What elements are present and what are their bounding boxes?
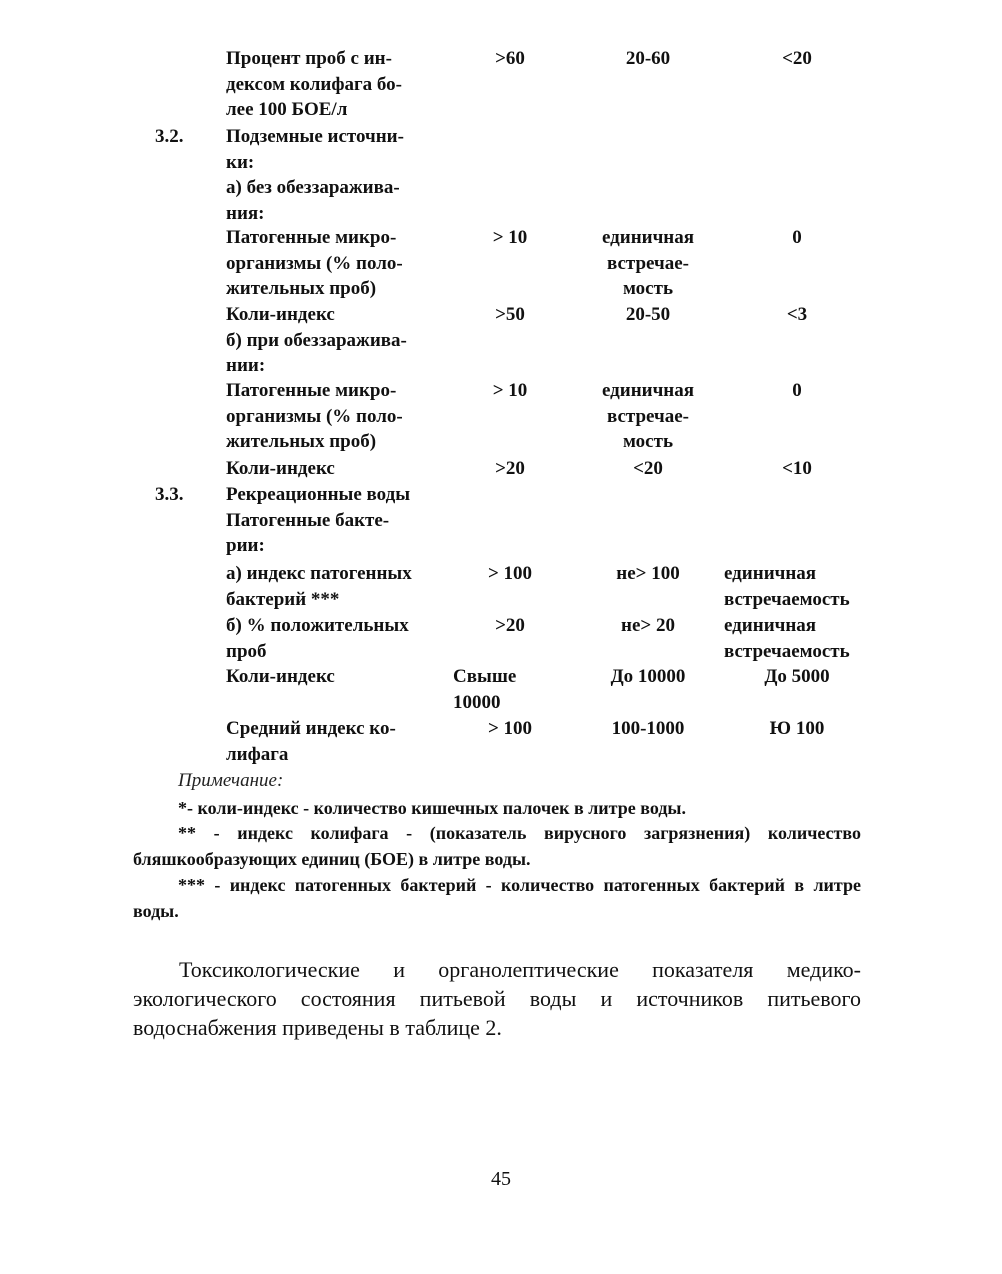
parameter-cell: б) при обеззаражива- (226, 329, 407, 351)
parameter-cell: проб (226, 640, 267, 662)
value-cell-poor: > 100 (487, 563, 533, 584)
parameter-cell: ния: (226, 202, 265, 224)
value-cell-poor: >60 (495, 48, 525, 69)
parameter-cell: Процент проб с ин- (226, 48, 392, 69)
parameter-cell: лее 100 БОЕ/л (226, 99, 348, 120)
value-cell-good: Ю 100 (769, 718, 825, 739)
note-title: Примечание: (178, 770, 284, 791)
parameter-cell: Рекреационные воды (226, 484, 411, 505)
value-cell-moderate: 100-1000 (611, 718, 685, 739)
value-cell-poor: >20 (495, 615, 525, 636)
value-cell-moderate: не> 20 (621, 615, 675, 636)
value-cell-moderate: единичная (601, 380, 695, 401)
parameter-cell: организмы (% поло- (226, 405, 403, 427)
parameter-cell: Патогенные бакте- (226, 509, 390, 531)
parameter-cell: Патогенные микро- (226, 380, 397, 401)
parameter-cell: лифага (226, 743, 289, 765)
parameter-cell: Коли-индекс (226, 458, 335, 479)
value-cell-good: единичная (724, 563, 817, 584)
value-cell-moderate: не> 100 (616, 563, 680, 584)
parameter-cell: жительных проб) (226, 278, 377, 299)
parameter-cell: Патогенные микро- (226, 227, 397, 248)
value-cell-good: <20 (782, 48, 812, 69)
value-cell-good: встречаемость (724, 640, 850, 662)
value-cell-poor: >20 (495, 458, 525, 479)
value-cell-good: <10 (782, 458, 812, 479)
value-cell-good: До 5000 (764, 666, 830, 687)
parameter-cell: Коли-индекс (226, 304, 335, 325)
value-cell-good: 0 (792, 227, 802, 248)
parameter-cell: а) индекс патогенных (226, 563, 412, 584)
parameter-cell: рии: (226, 535, 265, 556)
parameter-cell: бактерий *** (226, 588, 340, 610)
value-cell-moderate: встречае- (607, 405, 689, 427)
parameter-cell: организмы (% поло- (226, 252, 403, 274)
parameter-cell: Средний индекс ко- (226, 718, 396, 739)
value-cell-moderate: встречае- (607, 252, 689, 274)
value-cell-poor: > 100 (487, 718, 533, 739)
value-cell-moderate: мость (622, 431, 673, 452)
section-number: 3.2. (155, 126, 184, 147)
parameter-cell: нии: (226, 355, 266, 376)
value-cell-poor: >50 (495, 304, 525, 325)
note-2: ** - индекс колифага - (показатель вирусного загрязнения) количество бляшкообразующих единиц (БОЕ) в литре воды. (133, 823, 861, 869)
parameter-cell: Подземные источни- (226, 126, 404, 147)
value-cell-good: встречаемость (724, 588, 850, 610)
value-cell-moderate: До 10000 (610, 666, 686, 687)
value-cell-poor: > 10 (492, 227, 528, 248)
value-cell-moderate: мость (622, 278, 673, 299)
value-cell-poor: Свыше (453, 666, 517, 687)
parameter-cell: дексом колифага бо- (226, 73, 402, 95)
value-cell-good: <3 (786, 304, 808, 325)
parameter-cell: Коли-индекс (226, 666, 335, 687)
value-cell-poor: > 10 (492, 380, 528, 401)
value-cell-good: 0 (792, 380, 802, 401)
section-number: 3.3. (155, 484, 184, 505)
page-number: 45 (491, 1168, 511, 1190)
value-cell-poor: 10000 (453, 691, 501, 713)
parameter-cell: а) без обеззаражива- (226, 177, 400, 198)
value-cell-good: единичная (724, 615, 817, 636)
parameter-cell: б) % положительных (226, 615, 409, 636)
value-cell-moderate: единичная (601, 227, 695, 248)
value-cell-moderate: 20-50 (625, 304, 671, 325)
value-cell-moderate: <20 (633, 458, 663, 479)
note-3: *** - индекс патогенных бактерий - количество патогенных бактерий в литре воды. (133, 875, 861, 921)
note-1: *- коли-индекс - количество кишечных палочек в литре воды. (178, 798, 686, 818)
body-paragraph: Токсикологические и органолептические показателя медико-экологического состояния питьевой воды и источников питьевого водоснабжения приведены в таблице 2. (133, 957, 861, 1040)
parameter-cell: жительных проб) (226, 431, 377, 452)
value-cell-moderate: 20-60 (625, 48, 671, 69)
parameter-cell: ки: (226, 151, 255, 173)
